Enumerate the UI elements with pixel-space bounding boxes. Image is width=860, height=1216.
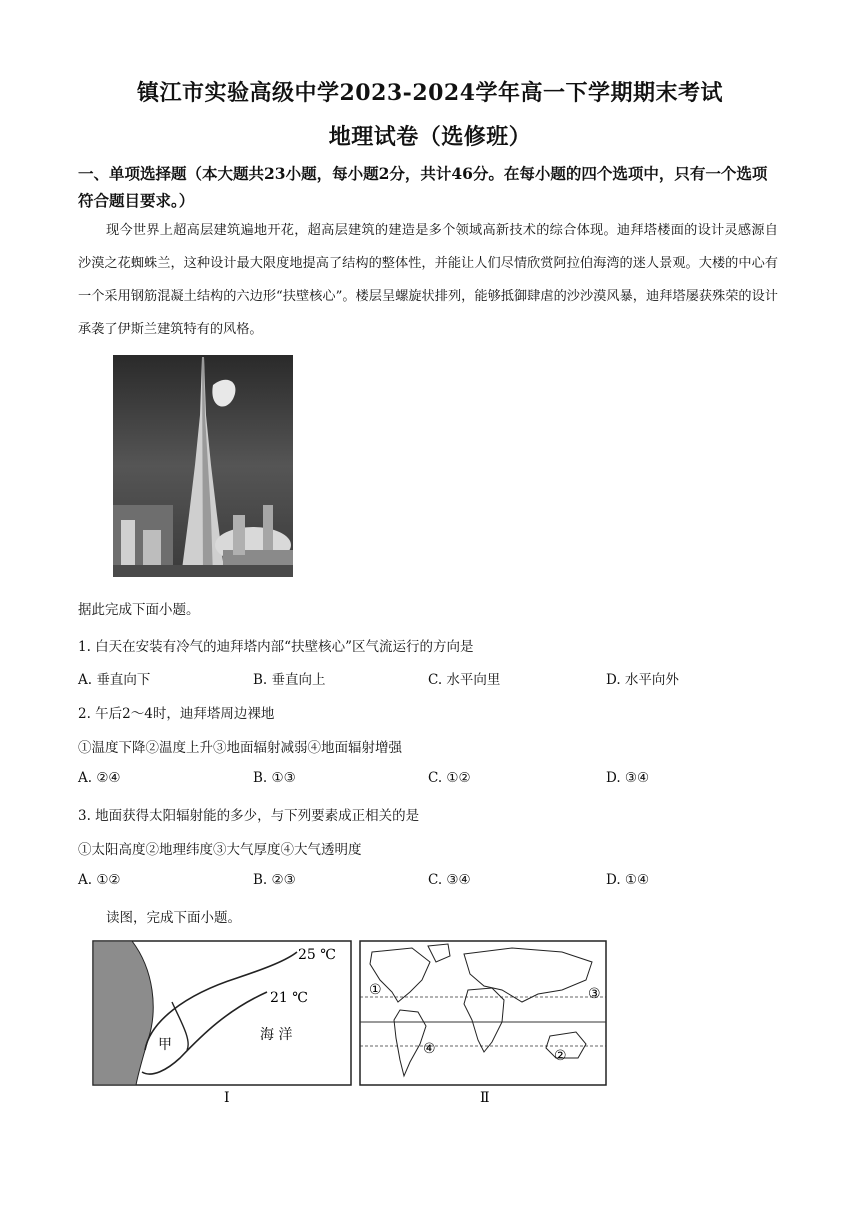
marker-2: ② [554,1048,567,1064]
marker-3: ③ [588,986,601,1002]
exam-subtitle: 地理试卷（选修班） [328,124,532,150]
figures [92,940,612,1110]
isotherm-21-label: 21 ℃ [270,990,308,1006]
question-3-stem: 3. 地面获得太阳辐射能的多少，与下列要素成正相关的是 [78,808,420,824]
q2-option-b[interactable]: B. ①③ [253,770,296,786]
question-2-items: ①温度下降②温度上升③地面辐射减弱④地面辐射增强 [78,740,402,756]
figure-1-caption: Ⅰ [224,1090,230,1106]
q3-option-c[interactable]: C. ③④ [428,872,471,888]
figure-1-isotherm-map [93,941,351,1106]
q1-option-b[interactable]: B. 垂直向上 [253,672,326,688]
figure-2-world-map [360,941,606,1106]
question-lead: 据此完成下面小题。 [78,602,200,618]
q1-option-c[interactable]: C. 水平向里 [428,672,501,688]
question-2-stem: 2. 午后2～4时，迪拜塔周边裸地 [78,706,275,722]
passage-text: 现今世界上超高层建筑遍地开花，超高层建筑的建造是多个领域高新技术的综合体现。迪拜塔楼面的设计灵感源自沙漠之花蜘蛛兰，这种设计最大限度地提高了结构的整体性，并能让人们尽情欣赏阿拉伯海湾的迷人景观。大楼的中心有一个采用钢筋混凝土结构的六边形“扶壁核心”。楼层呈螺旋状排列，能够抵御肆虐的沙沙漠风暴，迪拜塔屡获殊荣的设计承袭了伊斯兰建筑特有的风格。 [78,223,778,337]
label-jia: 甲 [158,1037,172,1053]
marker-4: ④ [423,1041,436,1057]
q2-option-a[interactable]: A. ②④ [78,770,121,786]
question-3-items: ①太阳高度②地理纬度③大气厚度④大气透明度 [78,842,362,858]
exam-title: 镇江市实验高级中学2023-2024学年高一下学期期末考试 [136,80,724,106]
q3-option-a[interactable]: A. ①② [78,872,121,888]
q3-option-b[interactable]: B. ②③ [253,872,296,888]
q3-option-d[interactable]: D. ①④ [606,872,650,888]
q2-option-c[interactable]: C. ①② [428,770,471,786]
marker-1: ① [369,982,382,998]
isotherm-25-label: 25 ℃ [298,947,336,963]
q1-option-d[interactable]: D. 水平向外 [606,672,679,688]
label-ocean: 海 洋 [260,1027,293,1043]
q2-option-d[interactable]: D. ③④ [606,770,650,786]
burj-khalifa-photo [113,355,293,577]
q1-option-a[interactable]: A. 垂直向下 [78,672,151,688]
figure-intro: 读图，完成下面小题。 [106,910,241,926]
section-heading: 一、单项选择题（本大题共23小题，每小题2分，共计46分。在每小题的四个选项中，只有一个选项符合题目要求。） [78,164,768,210]
figure-2-caption: Ⅱ [480,1090,490,1106]
question-1-stem: 1. 白天在安装有冷气的迪拜塔内部“扶壁核心”区气流运行的方向是 [78,639,474,655]
